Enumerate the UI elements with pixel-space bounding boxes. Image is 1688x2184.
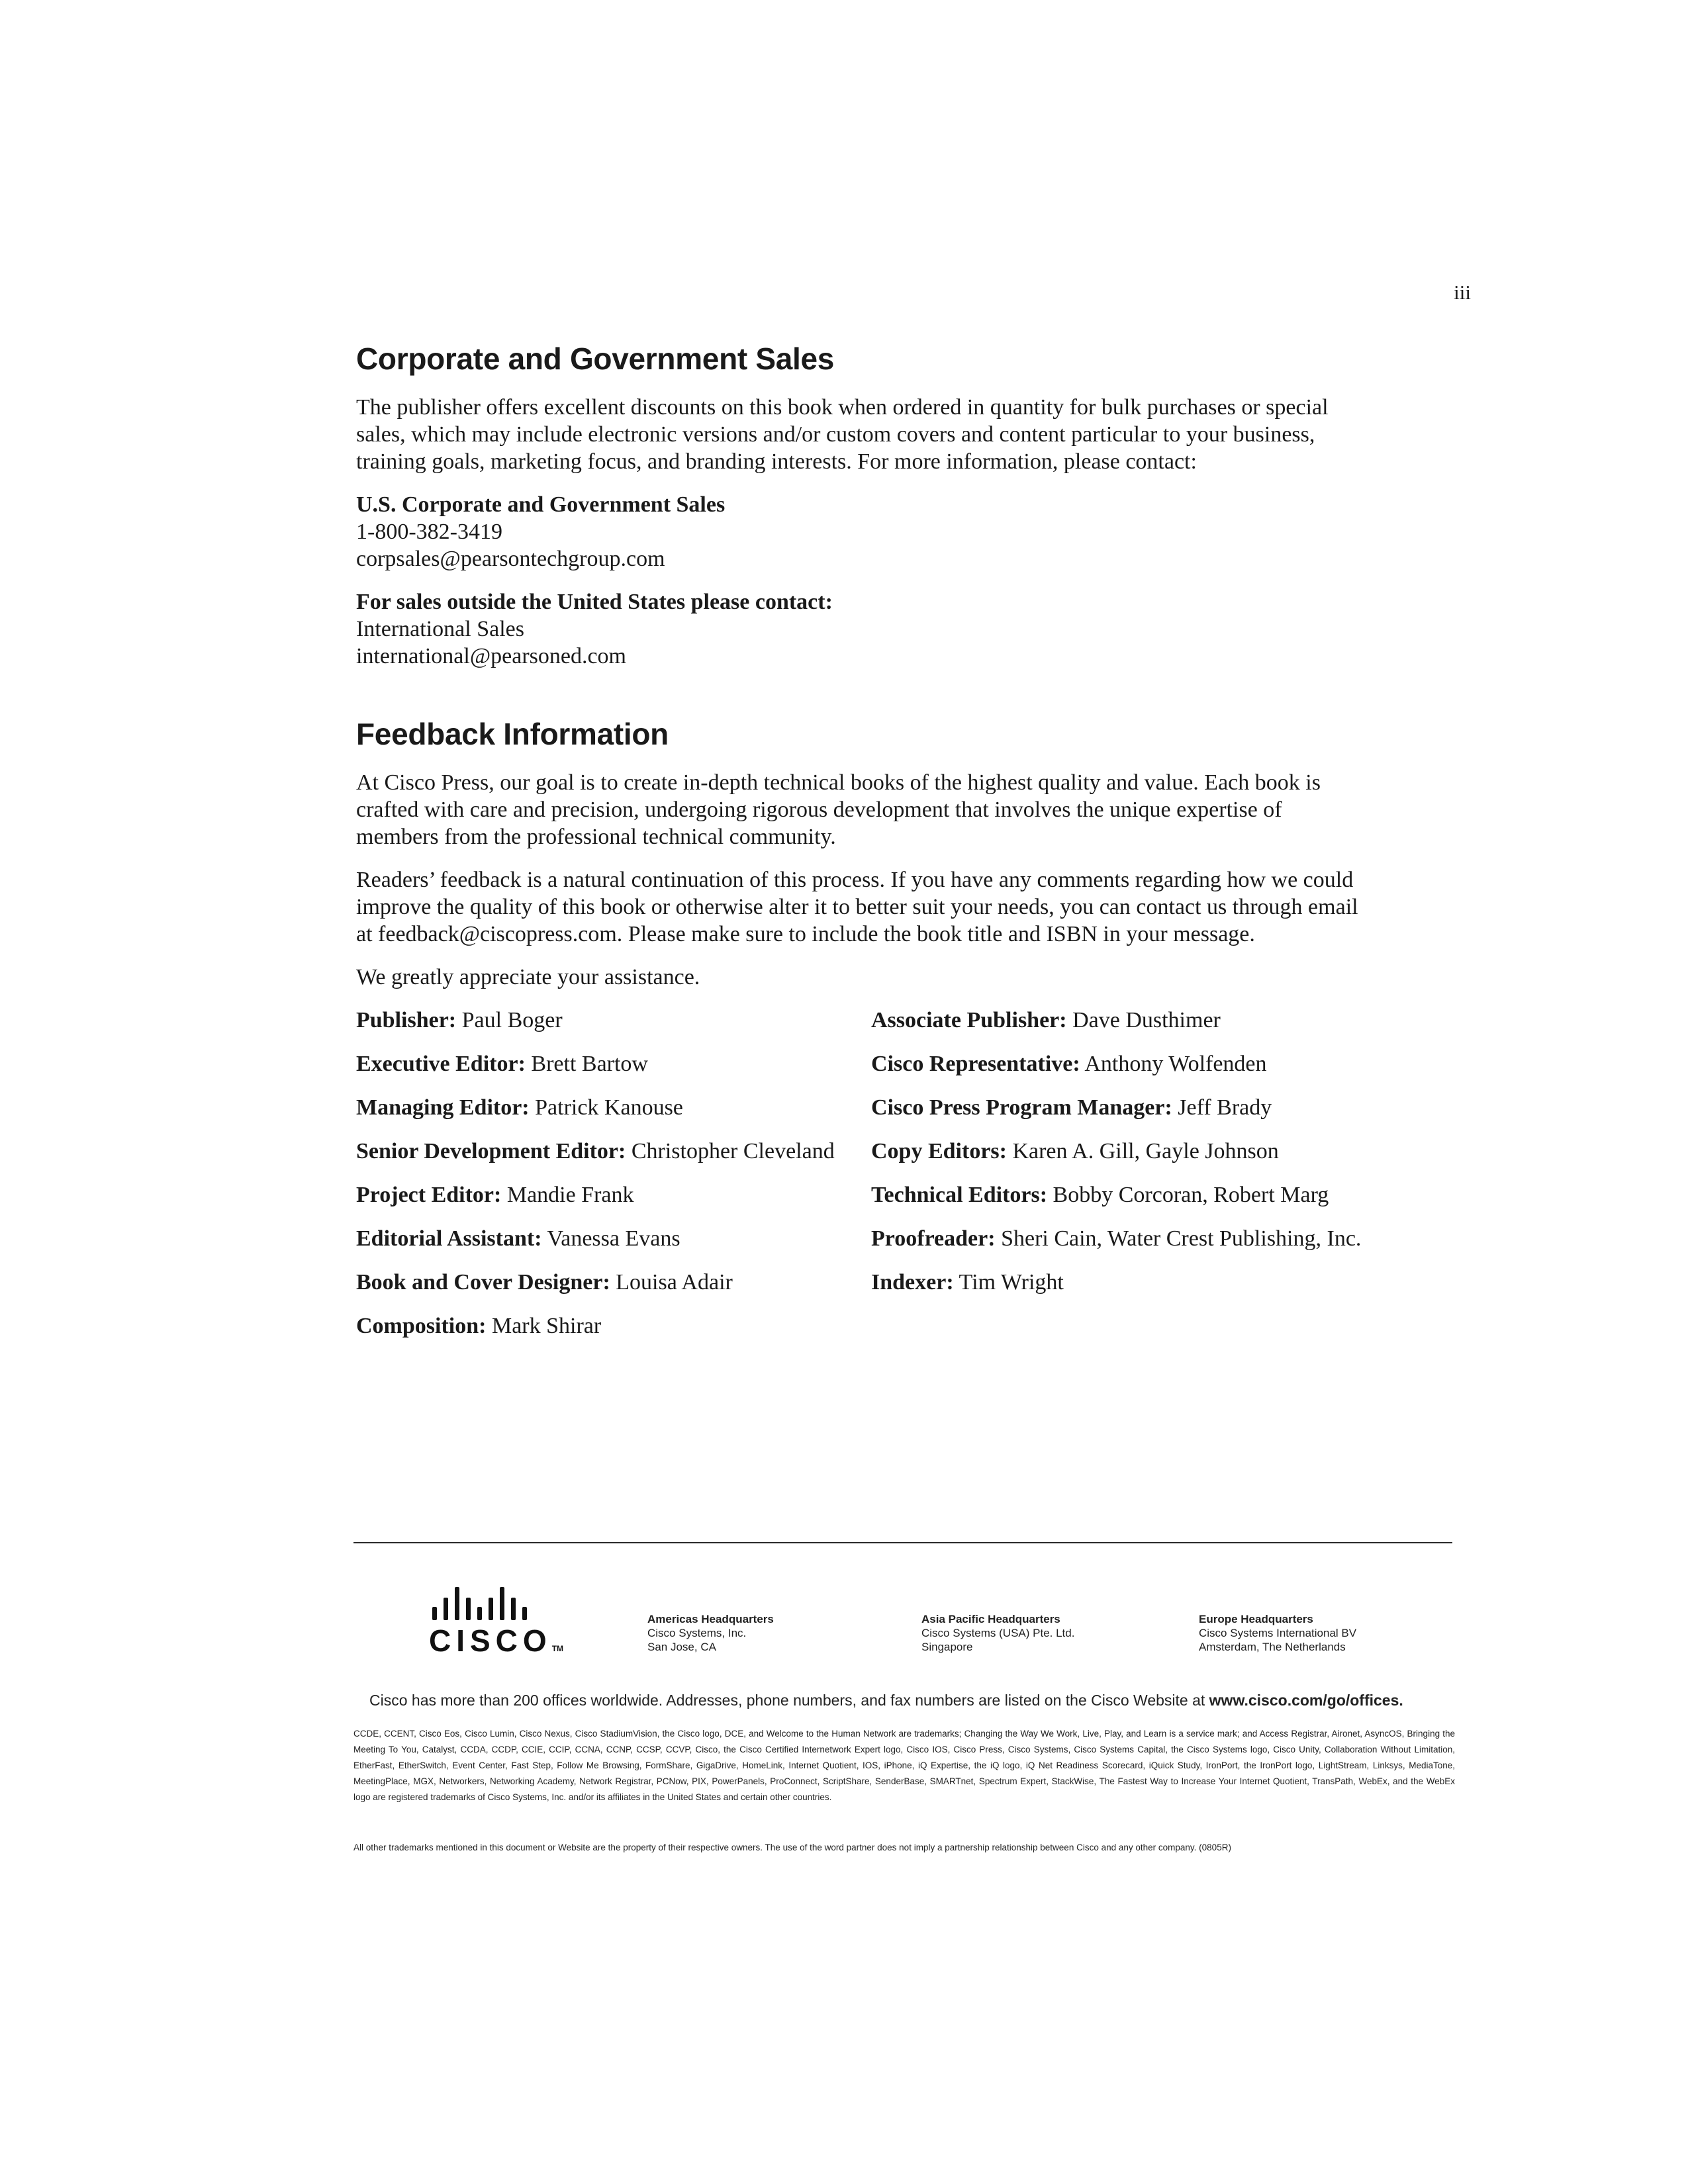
credit-cisco-representative — [871, 1050, 1362, 1077]
credit-name: Christopher Cleveland — [631, 1139, 835, 1163]
hq-title: Europe Headquarters — [1199, 1613, 1313, 1625]
credit-name: Karen A. Gill, Gayle Johnson — [1012, 1139, 1279, 1163]
credit-associate-publisher — [871, 1007, 1362, 1034]
offices-text: Cisco has more than 200 offices worldwide. Addresses, phone numbers, and fax numbers are listed on the Cisco Website at — [369, 1692, 1209, 1709]
credit-role: Composition: — [356, 1314, 487, 1338]
international-sales-email[interactable]: international@pearsoned.com — [356, 644, 626, 668]
credit-role: Proofreader: — [871, 1226, 996, 1251]
credit-role: Cisco Representative: — [871, 1052, 1080, 1076]
us-sales-phone: 1-800-382-3419 — [356, 520, 502, 544]
us-sales-email[interactable]: corpsales@pearsontechgroup.com — [356, 547, 665, 571]
credit-copy-editors — [871, 1138, 1362, 1165]
footer-divider — [353, 1542, 1452, 1543]
feedback-section — [356, 716, 1362, 991]
credit-role: Publisher: — [356, 1008, 457, 1032]
credit-role: Editorial Assistant: — [356, 1226, 542, 1251]
credit-senior-development-editor — [356, 1138, 871, 1165]
hq-line: San Jose, CA — [647, 1641, 716, 1653]
credit-name: Vanessa Evans — [547, 1226, 680, 1251]
hq-line: Cisco Systems International BV — [1199, 1627, 1357, 1639]
credit-name: Tim Wright — [959, 1270, 1064, 1295]
hq-title: Asia Pacific Headquarters — [921, 1613, 1060, 1625]
hq-line: Amsterdam, The Netherlands — [1199, 1641, 1346, 1653]
credit-role: Managing Editor: — [356, 1095, 530, 1120]
feedback-heading: Feedback Information — [356, 717, 669, 751]
credit-name: Bobby Corcoran, Robert Marg — [1053, 1183, 1329, 1207]
credit-role: Copy Editors: — [871, 1139, 1007, 1163]
credit-role: Indexer: — [871, 1270, 954, 1295]
credit-name: Louisa Adair — [616, 1270, 733, 1295]
cisco-logo-bars-icon — [429, 1587, 555, 1620]
credit-program-manager — [871, 1094, 1362, 1121]
credit-role: Associate Publisher: — [871, 1008, 1067, 1032]
americas-headquarters — [647, 1612, 774, 1654]
credit-managing-editor — [356, 1094, 871, 1121]
hq-line: Singapore — [921, 1641, 973, 1653]
credit-name: Mandie Frank — [506, 1183, 634, 1207]
credit-designer — [356, 1269, 871, 1296]
feedback-para-2: Readers’ feedback is a natural continuation of this process. If you have any comments regarding how we could improve the quality of this book or otherwise alter it to better suit your needs, you can contact us through email at feedback@ciscopress.com. Please make sure to include the book title and ISBN in your message. — [356, 868, 1358, 946]
credit-name: Anthony Wolfenden — [1084, 1052, 1267, 1076]
credit-role: Senior Development Editor: — [356, 1139, 626, 1163]
international-sales-name: International Sales — [356, 617, 524, 641]
credit-role: Technical Editors: — [871, 1183, 1048, 1207]
credits-grid — [356, 1007, 1362, 1340]
page-content — [356, 341, 1362, 1340]
credit-name: Sheri Cain, Water Crest Publishing, Inc. — [1001, 1226, 1362, 1251]
credit-name: Dave Dusthimer — [1072, 1008, 1221, 1032]
hq-title: Americas Headquarters — [647, 1613, 774, 1625]
sales-heading: Corporate and Government Sales — [356, 341, 835, 376]
credit-name: Patrick Kanouse — [535, 1095, 683, 1120]
feedback-para-3: We greatly appreciate your assistance. — [356, 965, 700, 989]
credit-publisher — [356, 1007, 871, 1034]
credit-technical-editors — [871, 1181, 1362, 1208]
asia-pacific-headquarters — [921, 1612, 1074, 1654]
credit-indexer — [871, 1269, 1362, 1296]
credit-editorial-assistant — [356, 1225, 871, 1252]
offices-note — [369, 1692, 1455, 1709]
credit-composition — [356, 1312, 871, 1340]
page-number: iii — [1454, 281, 1471, 304]
us-sales-title: U.S. Corporate and Government Sales — [356, 492, 726, 517]
europe-headquarters — [1199, 1612, 1356, 1654]
hq-line: Cisco Systems (USA) Pte. Ltd. — [921, 1627, 1075, 1639]
credit-role: Book and Cover Designer: — [356, 1270, 610, 1295]
credit-role: Executive Editor: — [356, 1052, 526, 1076]
sales-intro: The publisher offers excellent discounts on this book when ordered in quantity for bulk purchases or special sales, which may include electronic versions and/or custom covers and content particular to your business, training goals, marketing focus, and branding interests. For more information, please contact: — [356, 395, 1329, 474]
credit-role: Project Editor: — [356, 1183, 502, 1207]
credit-project-editor — [356, 1181, 871, 1208]
offices-url[interactable]: www.cisco.com/go/offices. — [1209, 1692, 1403, 1709]
feedback-para-1: At Cisco Press, our goal is to create in-depth technical books of the highest quality and value. Each book is crafted with care and precision, undergoing rigorous development that involves the unique expertise of members from the professional technical community. — [356, 770, 1321, 849]
hq-line: Cisco Systems, Inc. — [647, 1627, 747, 1639]
trademarks-notice: CCDE, CCENT, Cisco Eos, Cisco Lumin, Cisco Nexus, Cisco StadiumVision, the Cisco logo, DCE, and Welcome to the Human Network are trademarks; Changing the Way We Work, Live, Play, and Learn is a service mark; and Access Registrar, Aironet, AsyncOS, Bringing the Meeting To You, Catalyst, CCDA, CCDP, CCIE, CCIP, CCNA, CCNP, CCSP, CCVP, Cisco, the Cisco Certified Internetwork Expert logo, Cisco IOS, Cisco Press, Cisco Systems, Cisco Systems Capital, the Cisco Systems logo, Cisco Unity, Collaboration Without Limitation, EtherFast, EtherSwitch, Event Center, Fast Step, Follow Me Browsing, FormShare, GigaDrive, HomeLink, Internet Quotient, IOS, iPhone, iQ Expertise, the iQ logo, iQ Net Readiness Scorecard, iQuick Study, IronPort, the IronPort logo, LightStream, Linksys, MediaTone, MeetingPlace, MGX, Networkers, Networking Academy, Network Registrar, PCNow, PIX, PowerPanels, ProConnect, ScriptShare, SenderBase, SMARTnet, Spectrum Expert, StackWise, The Fastest Way to Increase Your Internet Quotient, TransPath, WebEx, and the WebEx logo are registered trademarks of Cisco Systems, Inc. and/or its affiliates in the United States and certain other countries. — [353, 1729, 1455, 1802]
credit-name: Paul Boger — [461, 1008, 563, 1032]
cisco-logo — [429, 1587, 564, 1660]
cisco-logo-wordmark: CISCOTM — [429, 1623, 564, 1658]
credit-executive-editor — [356, 1050, 871, 1077]
international-sales-contact — [356, 588, 1362, 670]
credit-name: Jeff Brady — [1178, 1095, 1272, 1120]
credit-role: Cisco Press Program Manager: — [871, 1095, 1172, 1120]
other-trademarks-notice: All other trademarks mentioned in this document or Website are the property of their respective owners. The use of the word partner does not imply a partnership relationship between Cisco and any other company. (0805R) — [353, 1843, 1231, 1852]
credit-proofreader — [871, 1225, 1362, 1252]
credit-name: Brett Bartow — [531, 1052, 648, 1076]
credit-name: Mark Shirar — [491, 1314, 602, 1338]
international-sales-title: For sales outside the United States please contact: — [356, 590, 833, 614]
us-sales-contact — [356, 491, 1362, 572]
sales-section — [356, 341, 1362, 670]
